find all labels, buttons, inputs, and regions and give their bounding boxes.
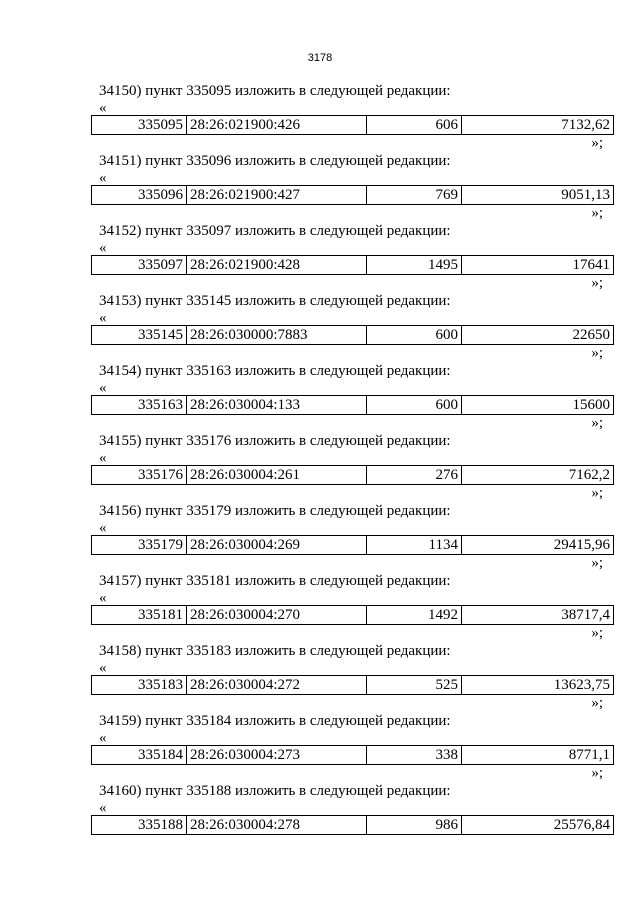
cadastral-number-cell: 28:26:030004:133 xyxy=(187,396,367,415)
area-cell: 276 xyxy=(367,466,462,485)
amendment-item xyxy=(0,152,640,222)
value-cell: 9051,13 xyxy=(462,186,614,205)
table-row xyxy=(92,606,614,625)
item-number-cell: 335188 xyxy=(92,816,187,835)
opening-quote: « xyxy=(99,450,107,466)
table-row xyxy=(92,816,614,835)
area-cell: 606 xyxy=(367,116,462,135)
area-cell: 1492 xyxy=(367,606,462,625)
value-cell: 15600 xyxy=(462,396,614,415)
amendment-item xyxy=(0,712,640,782)
value-cell: 7162,2 xyxy=(462,466,614,485)
table-row xyxy=(92,676,614,695)
amendment-heading: 34157) пункт 335181 изложить в следующей редакции: xyxy=(99,573,451,589)
amendment-item xyxy=(0,292,640,362)
closing-quote: »; xyxy=(591,695,603,711)
cadastral-number-cell: 28:26:030000:7883 xyxy=(187,326,367,345)
opening-quote: « xyxy=(99,660,107,676)
table-row xyxy=(92,466,614,485)
amendment-item xyxy=(0,362,640,432)
item-number-cell: 335095 xyxy=(92,116,187,135)
table-row xyxy=(92,396,614,415)
area-cell: 1495 xyxy=(367,256,462,275)
item-number-cell: 335183 xyxy=(92,676,187,695)
amendment-heading: 34156) пункт 335179 изложить в следующей редакции: xyxy=(99,503,451,519)
opening-quote: « xyxy=(99,240,107,256)
area-cell: 525 xyxy=(367,676,462,695)
value-cell: 29415,96 xyxy=(462,536,614,555)
cadastral-number-cell: 28:26:030004:269 xyxy=(187,536,367,555)
closing-quote: »; xyxy=(591,205,603,221)
opening-quote: « xyxy=(99,310,107,326)
table-row xyxy=(92,536,614,555)
amendment-table xyxy=(91,675,614,695)
item-number-cell: 335096 xyxy=(92,186,187,205)
closing-quote: »; xyxy=(591,485,603,501)
area-cell: 769 xyxy=(367,186,462,205)
amendment-heading: 34152) пункт 335097 изложить в следующей редакции: xyxy=(99,223,451,239)
closing-quote: »; xyxy=(591,135,603,151)
amendment-heading: 34155) пункт 335176 изложить в следующей редакции: xyxy=(99,433,451,449)
amendment-table xyxy=(91,185,614,205)
cadastral-number-cell: 28:26:030004:278 xyxy=(187,816,367,835)
value-cell: 13623,75 xyxy=(462,676,614,695)
closing-quote: »; xyxy=(591,415,603,431)
item-number-cell: 335181 xyxy=(92,606,187,625)
cadastral-number-cell: 28:26:030004:261 xyxy=(187,466,367,485)
item-number-cell: 335179 xyxy=(92,536,187,555)
item-number-cell: 335097 xyxy=(92,256,187,275)
amendment-item xyxy=(0,432,640,502)
amendment-heading: 34160) пункт 335188 изложить в следующей редакции: xyxy=(99,783,451,799)
value-cell: 8771,1 xyxy=(462,746,614,765)
closing-quote: »; xyxy=(591,625,603,641)
amendment-table xyxy=(91,115,614,135)
opening-quote: « xyxy=(99,520,107,536)
amendment-item xyxy=(0,222,640,292)
opening-quote: « xyxy=(99,800,107,816)
amendment-table xyxy=(91,815,614,835)
area-cell: 986 xyxy=(367,816,462,835)
value-cell: 25576,84 xyxy=(462,816,614,835)
item-number-cell: 335163 xyxy=(92,396,187,415)
closing-quote: »; xyxy=(591,765,603,781)
opening-quote: « xyxy=(99,380,107,396)
amendment-heading: 34150) пункт 335095 изложить в следующей редакции: xyxy=(99,83,451,99)
cadastral-number-cell: 28:26:030004:273 xyxy=(187,746,367,765)
page-number: 3178 xyxy=(307,52,333,64)
value-cell: 7132,62 xyxy=(462,116,614,135)
amendment-table xyxy=(91,465,614,485)
item-number-cell: 335176 xyxy=(92,466,187,485)
amendment-table xyxy=(91,255,614,275)
opening-quote: « xyxy=(99,100,107,116)
item-number-cell: 335145 xyxy=(92,326,187,345)
area-cell: 600 xyxy=(367,326,462,345)
item-number-cell: 335184 xyxy=(92,746,187,765)
amendment-table xyxy=(91,745,614,765)
table-row xyxy=(92,746,614,765)
table-row xyxy=(92,116,614,135)
closing-quote: »; xyxy=(591,345,603,361)
amendment-item xyxy=(0,82,640,152)
amendment-table xyxy=(91,605,614,625)
amendment-item xyxy=(0,502,640,572)
closing-quote: »; xyxy=(591,275,603,291)
amendment-table xyxy=(91,395,614,415)
opening-quote: « xyxy=(99,590,107,606)
amendment-table xyxy=(91,325,614,345)
area-cell: 1134 xyxy=(367,536,462,555)
opening-quote: « xyxy=(99,730,107,746)
amendment-heading: 34153) пункт 335145 изложить в следующей редакции: xyxy=(99,293,451,309)
value-cell: 17641 xyxy=(462,256,614,275)
amendment-heading: 34159) пункт 335184 изложить в следующей редакции: xyxy=(99,713,451,729)
table-row xyxy=(92,326,614,345)
cadastral-number-cell: 28:26:030004:272 xyxy=(187,676,367,695)
cadastral-number-cell: 28:26:030004:270 xyxy=(187,606,367,625)
amendment-item xyxy=(0,782,640,852)
value-cell: 22650 xyxy=(462,326,614,345)
amendment-item xyxy=(0,572,640,642)
table-row xyxy=(92,256,614,275)
area-cell: 600 xyxy=(367,396,462,415)
cadastral-number-cell: 28:26:021900:428 xyxy=(187,256,367,275)
amendment-heading: 34158) пункт 335183 изложить в следующей редакции: xyxy=(99,643,451,659)
amendment-list xyxy=(0,82,640,852)
amendment-heading: 34154) пункт 335163 изложить в следующей редакции: xyxy=(99,363,451,379)
cadastral-number-cell: 28:26:021900:427 xyxy=(187,186,367,205)
amendment-item xyxy=(0,642,640,712)
table-row xyxy=(92,186,614,205)
amendment-table xyxy=(91,535,614,555)
value-cell: 38717,4 xyxy=(462,606,614,625)
area-cell: 338 xyxy=(367,746,462,765)
opening-quote: « xyxy=(99,170,107,186)
cadastral-number-cell: 28:26:021900:426 xyxy=(187,116,367,135)
closing-quote: »; xyxy=(591,555,603,571)
amendment-heading: 34151) пункт 335096 изложить в следующей редакции: xyxy=(99,153,451,169)
